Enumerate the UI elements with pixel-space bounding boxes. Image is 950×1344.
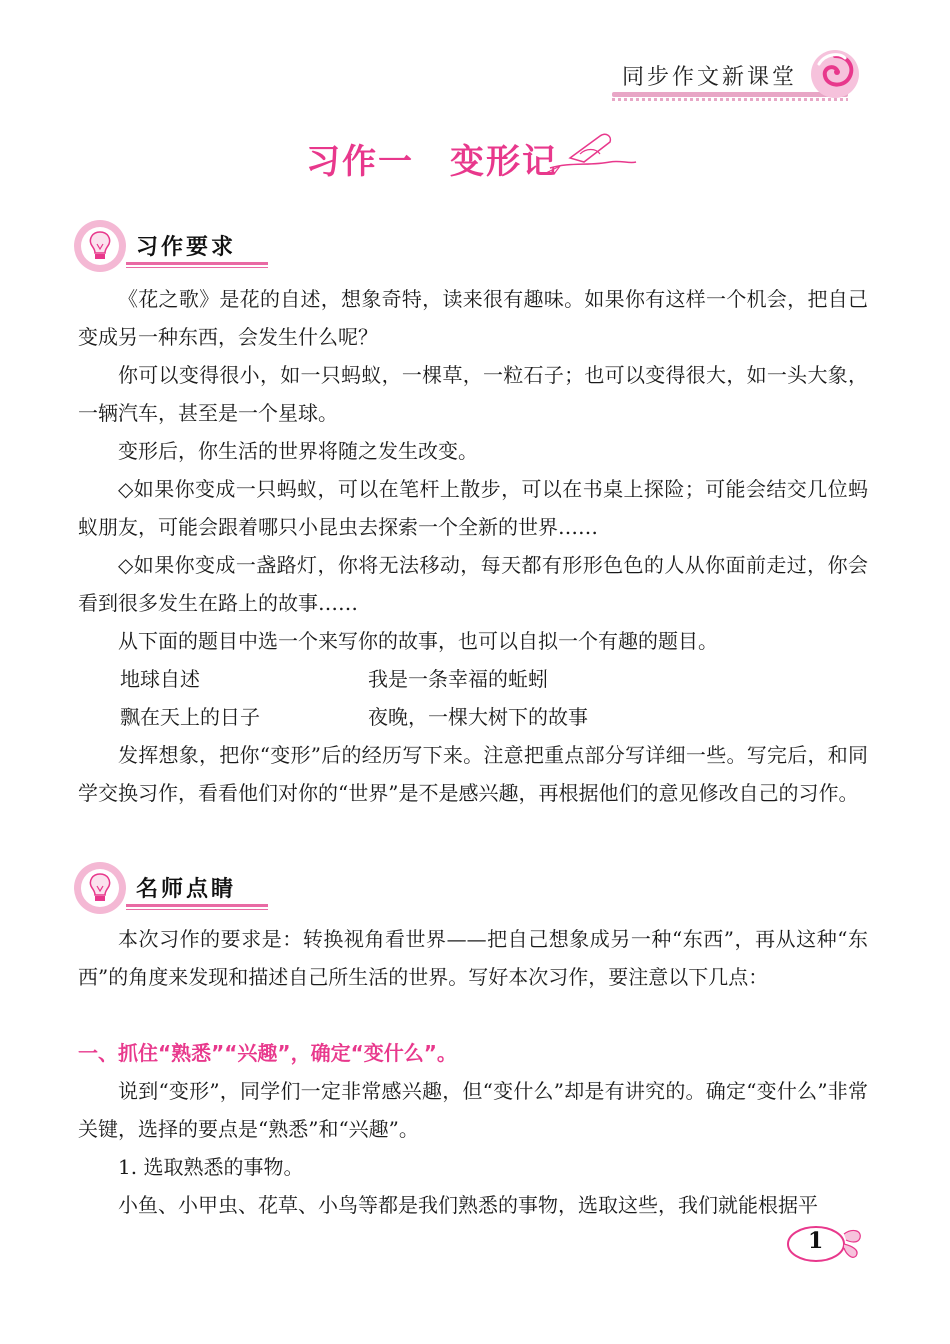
paragraph: ◇如果你变成一盏路灯，你将无法移动，每天都有形形色色的人从你面前走过，你会看到很多发生在路上的故事……: [78, 553, 868, 615]
topic-item: 飘在天上的日子: [120, 705, 260, 729]
tip-point-heading: 一、抓住“熟悉”“兴趣”，确定“变什么”。: [78, 1041, 457, 1065]
tips-body: [78, 1072, 868, 1224]
paragraph: 你可以变得很小，如一只蚂蚁，一棵草，一粒石子；也可以变得很大，如一头大象，一辆汽车，甚至是一个星球。: [78, 363, 868, 425]
section-heading-requirements: [72, 218, 282, 278]
paragraph: 小鱼、小甲虫、花草、小鸟等都是我们熟悉的事物，选取这些，我们就能根据平: [118, 1193, 818, 1217]
paragraph: 从下面的题目中选一个来写你的故事，也可以自拟一个有趣的题目。: [118, 629, 718, 653]
section-underline-thin: [126, 267, 268, 268]
page-number: 1: [808, 1228, 824, 1254]
topic-item: 夜晚，一棵大树下的故事: [368, 705, 588, 729]
header-title: 同步作文新课堂: [622, 65, 798, 90]
sub-heading: 1. 选取熟悉的事物。: [118, 1155, 304, 1179]
requirements-closing: [78, 736, 868, 812]
running-header: [600, 54, 900, 104]
chapter-title-block: [300, 130, 660, 186]
chapter-title: 习作一 变形记: [306, 142, 558, 182]
lightbulb-icon: [72, 218, 128, 274]
section-underline-thin: [126, 909, 268, 910]
paragraph: 说到“变形”，同学们一定非常感兴趣，但“变什么”却是有讲究的。确定“变什么”非常关键，选择的要点是“熟悉”和“兴趣”。: [78, 1079, 868, 1141]
section-label: 名师点睛: [136, 877, 237, 902]
topic-item: 地球自述: [120, 667, 200, 691]
tips-intro: [78, 920, 868, 996]
lightbulb-icon: [72, 860, 128, 916]
section-label: 习作要求: [136, 235, 237, 260]
topic-item: 我是一条幸福的蚯蚓: [368, 667, 548, 691]
paragraph: 本次习作的要求是：转换视角看世界——把自己想象成另一种“东西”，再从这种“东西”的角度来发现和描述自己所生活的世界。写好本次习作，要注意以下几点：: [78, 927, 868, 989]
section-underline: [126, 262, 268, 265]
page-number-badge: [778, 1220, 868, 1270]
requirements-body: [78, 280, 868, 660]
topic-list: [120, 660, 720, 736]
paragraph: 《花之歌》是花的自述，想象奇特，读来很有趣味。如果你有这样一个机会，把自己变成另一种东西，会发生什么呢？: [78, 287, 868, 349]
section-heading-tips: [72, 860, 282, 920]
swirl-logo-icon: [805, 46, 865, 102]
topic-row: [120, 660, 720, 698]
paragraph: 变形后，你生活的世界将随之发生改变。: [118, 439, 478, 463]
paragraph: 发挥想象，把你“变形”后的经历写下来。注意把重点部分写详细一些。写完后，和同学交换习作，看看他们对你的“世界”是不是感兴趣，再根据他们的意见修改自己的习作。: [78, 743, 868, 805]
pen-hand-icon: [540, 128, 640, 178]
paragraph: ◇如果你变成一只蚂蚁，可以在笔杆上散步，可以在书桌上探险；可能会结交几位蚂蚁朋友，可能会跟着哪只小昆虫去探索一个全新的世界……: [78, 477, 868, 539]
section-underline: [126, 904, 268, 907]
topic-row: [120, 698, 720, 736]
